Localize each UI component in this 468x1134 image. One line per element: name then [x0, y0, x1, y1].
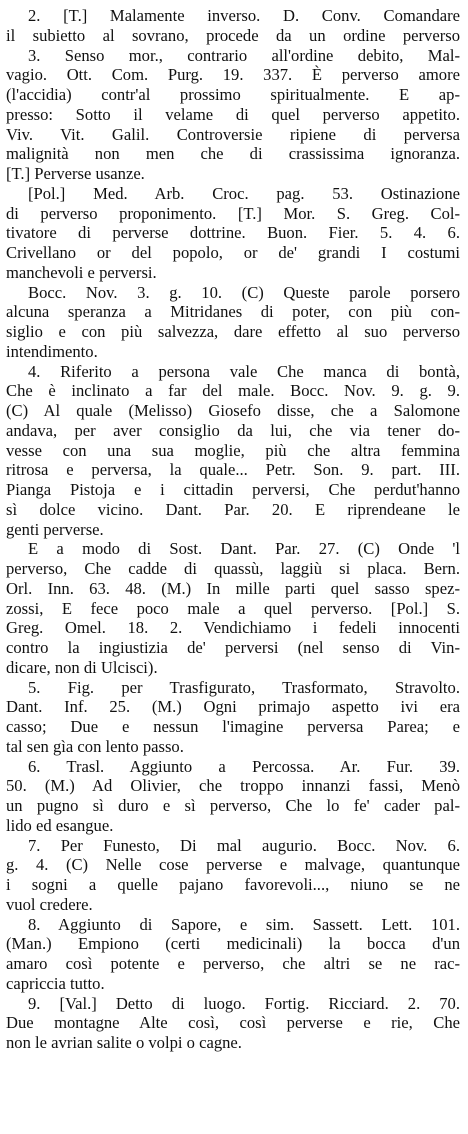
text-line: [Pol.] Med. Arb. Croc. pag. 53. Ostinazione	[28, 183, 460, 203]
text-line: Che è inclinato a far del male. Bocc. Nov. 9. g. 9.	[6, 381, 460, 401]
text-line: genti perverse.	[6, 519, 104, 539]
text-line: vagio. Ott. Com. Purg. 19. 337. È perverso amore	[6, 65, 460, 85]
text-line: non le avrian salite o volpi o cagne.	[6, 1033, 242, 1052]
dictionary-entry-text	[6, 6, 460, 1053]
text-line: lido ed esangue.	[6, 815, 114, 835]
text-line: malignità non men che di crassissima ignoranza.	[6, 144, 460, 164]
text-line: sì dolce vicino. Dant. Par. 20. E riprendeane le	[6, 499, 460, 519]
text-line: siglio e con più salvezza, dare effetto al suo perverso	[6, 322, 460, 341]
text-line: 8. Aggiunto di Sapore, e sim. Sassett. Lett. 101.	[28, 914, 460, 934]
text-line: Bocc. Nov. 3. g. 10. (C) Queste parole porsero	[28, 282, 460, 302]
text-line: Due montagne Alte così, così perverse e rie, Che	[6, 1013, 460, 1033]
text-line: [T.] Perverse usanze.	[6, 164, 145, 183]
text-line: tal sen gìa con lento passo.	[6, 736, 184, 756]
text-line: amaro così potente e perverso, che altri se ne rac-	[6, 954, 460, 973]
text-line: di perverso proponimento. [T.] Mor. S. Greg. Col-	[6, 203, 460, 223]
text-line: E a modo di Sost. Dant. Par. 27. (C) Onde 'l	[28, 539, 460, 559]
text-line: (C) Al quale (Melisso) Giosefo disse, che a Salomone	[6, 401, 460, 420]
text-line: zossi, E fece poco male a quel perverso. [Pol.] S.	[6, 598, 460, 618]
text-line: vuol credere.	[6, 894, 93, 914]
text-line: tivatore di perverse dottrine. Buon. Fier. 5. 4. 6.	[6, 223, 460, 243]
text-line: g. 4. (C) Nelle cose perverse e malvage, quantunque	[6, 855, 460, 875]
text-line: perverso, Che cadde di quassù, laggiù si placa. Bern.	[6, 559, 460, 578]
text-line: Dant. Inf. 25. (M.) Ogni primajo aspetto ivi era	[6, 697, 460, 717]
text-line: Crivellano or del popolo, or de' grandi I costumi	[6, 243, 460, 262]
text-line: alcuna speranza a Mitridanes di poter, con più con-	[6, 302, 460, 322]
text-line: intendimento.	[6, 341, 98, 361]
text-line: andava, per aver consiglio da lui, che via tener do-	[6, 420, 460, 440]
text-line: 7. Per Funesto, Di mal augurio. Bocc. Nov. 6.	[28, 835, 460, 855]
text-line: contro la ingiustizia de' perversi (nel senso di Vin-	[6, 638, 460, 657]
text-line: i sogni a quelle pajano favorevoli..., niuno se ne	[6, 875, 460, 894]
text-line: 4. Riferito a persona vale Che manca di bontà,	[28, 361, 460, 381]
text-line: il subietto al sovrano, procede da un ordine perverso	[6, 25, 460, 45]
text-line: dicare, non di Ulcisci).	[6, 657, 158, 677]
text-line: capriccia tutto.	[6, 973, 105, 993]
text-line: Pianga Pistoja e i cittadin perversi, Che perdut'hanno	[6, 480, 460, 499]
text-line: Orl. Inn. 63. 48. (M.) In mille parti quel sasso spez-	[6, 578, 460, 598]
text-line: vesse con una sua moglie, più che altra femmina	[6, 440, 460, 460]
text-line: manchevoli e perversi.	[6, 262, 157, 282]
text-line: 3. Senso mor., contrario all'ordine debito, Mal-	[28, 45, 460, 65]
text-line: un pugno sì duro e sì perverso, Che lo fe' cader pal-	[6, 796, 460, 815]
text-line: 6. Trasl. Aggiunto a Percossa. Ar. Fur. 39.	[28, 756, 460, 776]
text-line: Viv. Vit. Galil. Controversie ripiene di perversa	[6, 124, 460, 144]
text-line: 5. Fig. per Trasfigurato, Trasformato, Stravolto.	[28, 677, 460, 697]
text-line: 9. [Val.] Detto di luogo. Fortig. Ricciard. 2. 70.	[28, 993, 460, 1013]
text-line: Greg. Omel. 18. 2. Vendichiamo i fedeli innocenti	[6, 618, 460, 638]
text-line: 2. [T.] Malamente inverso. D. Conv. Comandare	[28, 6, 460, 25]
text-line: ritrosa e perversa, la quale... Petr. Son. 9. part. III.	[6, 460, 460, 480]
text-line: (l'accidia) contr'al prossimo spiritualmente. E ap-	[6, 85, 460, 104]
text-line: presso: Sotto il velame di quel perverso appetito.	[6, 104, 460, 124]
text-line: casso; Due e nessun l'imagine perversa Parea; e	[6, 717, 460, 736]
text-line: (Man.) Empiono (certi medicinali) la bocca d'un	[6, 934, 460, 954]
text-line: 50. (M.) Ad Olivier, che troppo innanzi fassi, Menò	[6, 776, 460, 796]
